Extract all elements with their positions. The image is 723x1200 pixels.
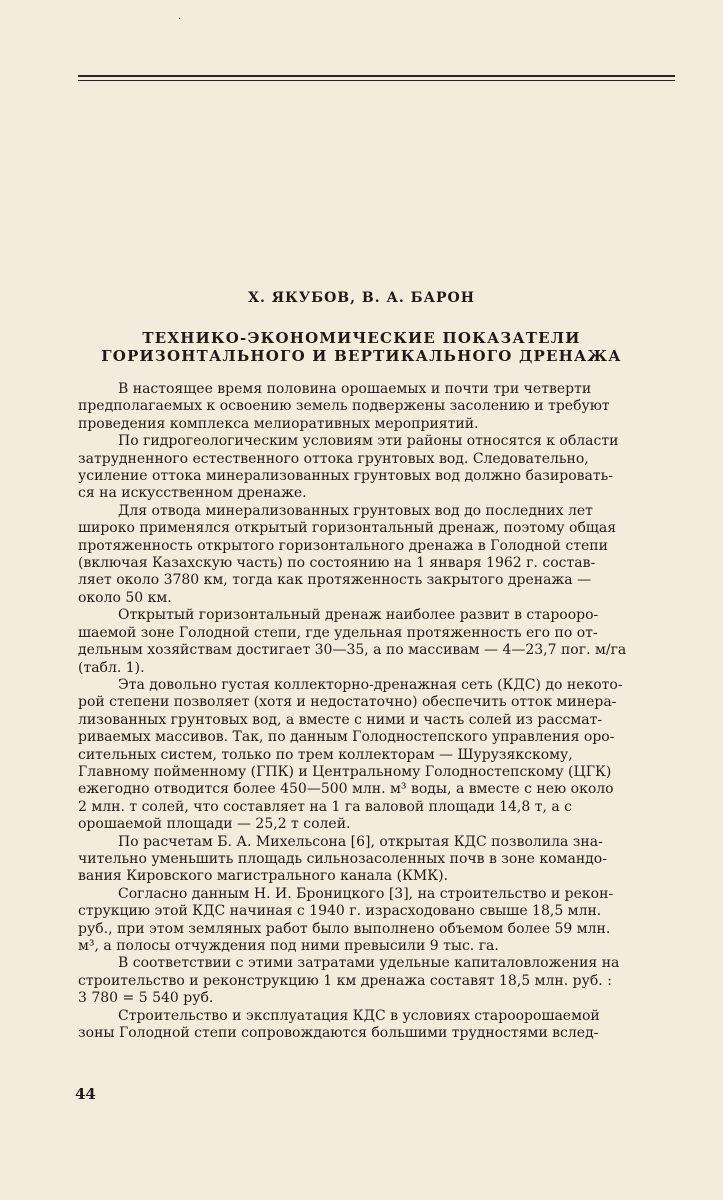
- text-line: Для отвода минерализованных грунтовых вод до последних лет: [118, 502, 593, 519]
- text-line: рой степени позволяет (хотя и недостаточно) обеспечить отток минера-: [78, 694, 617, 711]
- text-line: шаемой зоне Голодной степи, где удельная протяженность его по от-: [78, 624, 598, 641]
- text-line: вания Кировского магистрального канала (КМК).: [78, 868, 448, 885]
- text-line: струкцию этой КДС начиная с 1940 г. израсходовано свыше 18,5 млн.: [78, 903, 602, 920]
- page-number: 44: [75, 1085, 96, 1103]
- text-line: 2 млн. т солей, что составляет на 1 га валовой площади 14,8 т, а с: [78, 798, 572, 815]
- paragraph: [78, 433, 676, 503]
- text-line: м³, а полосы отчуждения под ними превысили 9 тыс. га.: [78, 938, 499, 954]
- text-line: чительно уменьшить площадь сильнозасоленных почв в зоне командо-: [78, 850, 607, 867]
- text-line: Открытый горизонтальный дренаж наиболее развит в староoро-: [118, 607, 599, 624]
- text-line: ся на искусственном дренаже.: [78, 485, 307, 502]
- text-line: Строительство и эксплуатация КДС в условиях староoрошаемой: [118, 1007, 600, 1024]
- text-line: сительных систем, только по трем коллекторам — Шурузякскому,: [78, 746, 573, 763]
- article-authors: Х. ЯКУБОВ, В. А. БАРОН: [248, 290, 475, 306]
- text-line: усиление оттока минерализованных грунтовых вод должно базировать-: [78, 468, 613, 485]
- text-line: ежегодно отводится более 450—500 млн. м³ воды, а вместе с нею около: [78, 781, 614, 798]
- text-line: орошаемой площади — 25,2 т солей.: [78, 816, 351, 833]
- text-line: широко применялся открытый горизонтальный дренаж, поэтому общая: [78, 520, 617, 537]
- paragraph: [78, 955, 676, 1007]
- text-line: риваемых массивов. Так, по данным Голодностепского управления оро-: [78, 729, 615, 746]
- header-rule-thick: [78, 75, 675, 77]
- paragraph: [78, 607, 676, 677]
- paragraph: [78, 381, 676, 433]
- text-line: В настоящее время половина орошаемых и почти три четверти: [118, 381, 592, 397]
- text-line: (табл. 1).: [78, 659, 145, 676]
- text-line: строительство и реконструкцию 1 км дренажа составят 18,5 млн. руб. :: [78, 972, 612, 989]
- title-line: ТЕХНИКО-ЭКОНОМИЧЕСКИЕ ПОКАЗАТЕЛИ: [142, 329, 581, 347]
- text-line: около 50 км.: [78, 589, 172, 606]
- paragraph: [78, 834, 676, 886]
- text-line: зоны Голодной степи сопровождаются большими трудностями вслед-: [78, 1025, 599, 1042]
- text-line: предполагаемых к освоению земель подвержены засолению и требуют: [78, 398, 610, 415]
- text-line: 3 780 = 5 540 руб.: [78, 990, 214, 1007]
- text-line: затрудненного естественного оттока грунтовых вод. Следовательно,: [78, 450, 589, 467]
- article-body: [78, 381, 676, 1042]
- text-line: В соответствии с этими затратами удельные капиталовложения на: [118, 955, 620, 972]
- text-line: ляет около 3780 км, тогда как протяженность закрытого дренажа —: [78, 572, 592, 589]
- margin-mark: ·: [178, 14, 182, 25]
- text-line: проведения комплекса мелиоративных мероприятий.: [78, 415, 479, 432]
- paragraph: [78, 677, 676, 834]
- text-line: Эта довольно густая коллекторно-дренажная сеть (КДС) до некото-: [118, 676, 623, 693]
- text-line: По гидрогеологическим условиям эти районы относятся к области: [118, 433, 619, 450]
- text-line: протяженность открытого горизонтального дренажа в Голодной степи: [78, 537, 608, 554]
- text-line: дельным хозяйствам достигает 30—35, а по массивам — 4—23,7 пог. м/га: [78, 642, 627, 659]
- text-line: По расчетам Б. А. Михельсона [6], открытая КДС позволила зна-: [118, 833, 603, 850]
- header-rule-thin: [78, 80, 675, 81]
- text-line: (включая Казахскую часть) по состоянию на 1 января 1962 г. состав-: [78, 555, 596, 572]
- article-title: [0, 329, 723, 365]
- paragraph: [78, 503, 676, 607]
- text-line: Главному пойменному (ГПК) и Центральному Голодностепскому (ЦГК): [78, 763, 612, 780]
- title-line: ГОРИЗОНТАЛЬНОГО И ВЕРТИКАЛЬНОГО ДРЕНАЖА: [101, 347, 622, 365]
- text-line: Согласно данным Н. И. Броницкого [3], на строительство и рекон-: [118, 885, 614, 902]
- paragraph: [78, 1008, 676, 1043]
- text-line: руб., при этом земляных работ было выполнено объемом более 59 млн.: [78, 920, 611, 937]
- text-line: лизованных грунтовых вод, а вместе с ними и часть солей из рассмат-: [78, 711, 603, 728]
- paragraph: [78, 886, 676, 956]
